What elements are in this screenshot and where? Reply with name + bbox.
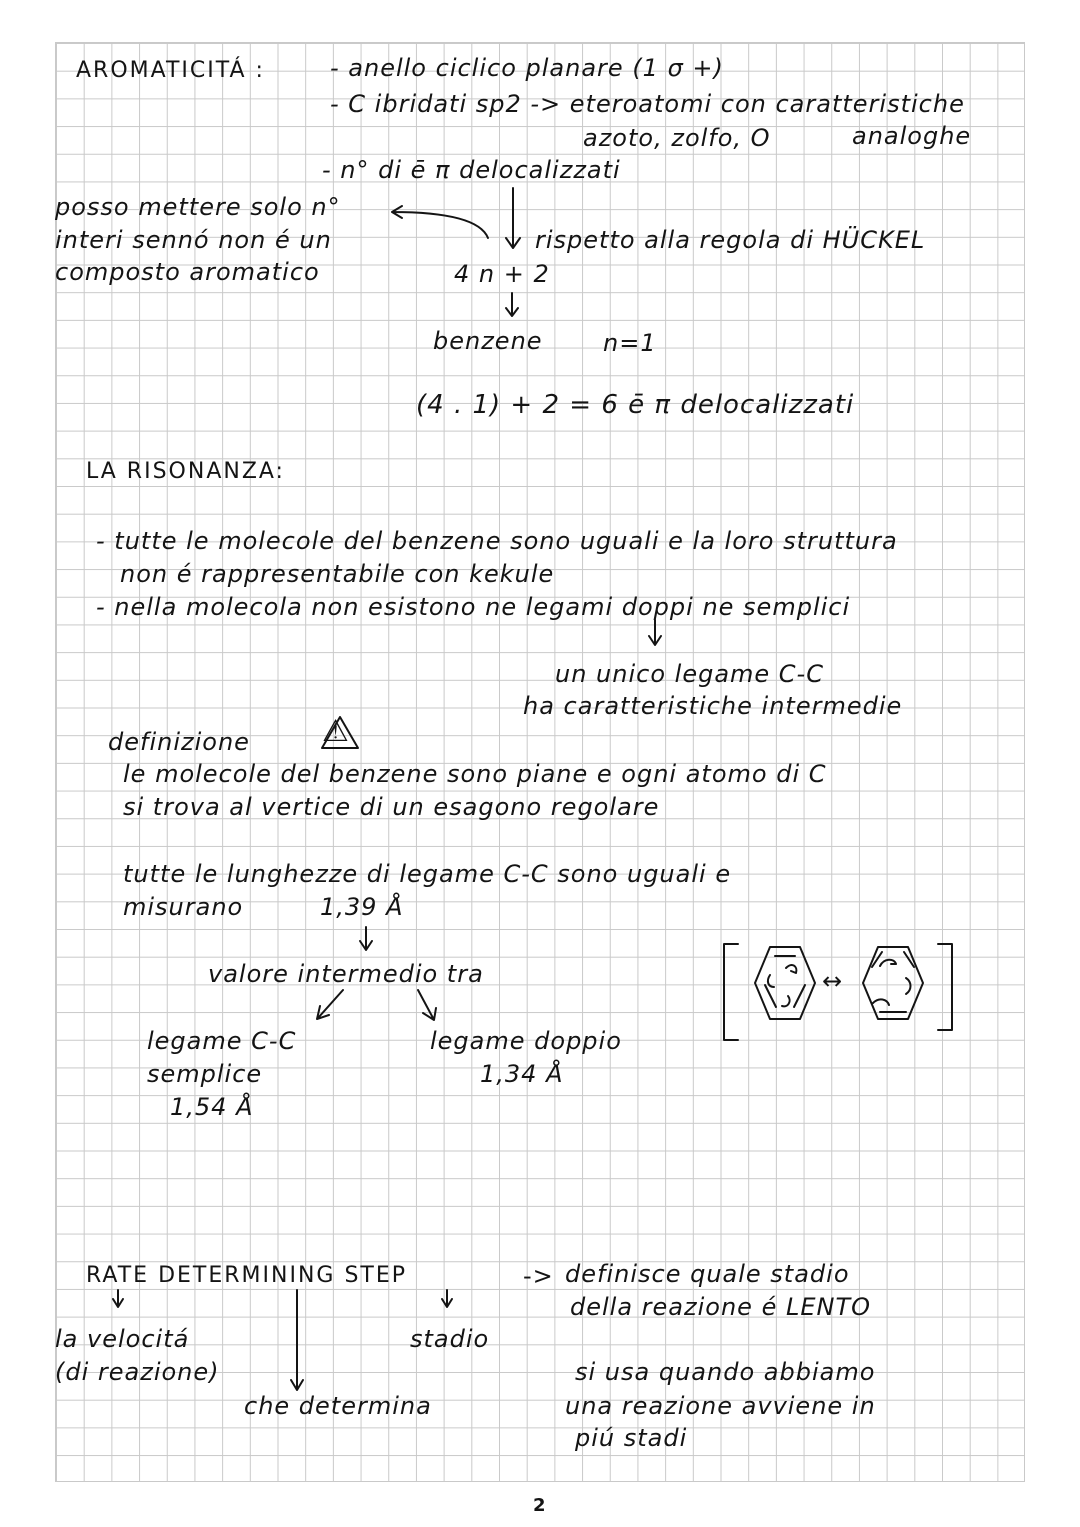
definition-label: definizione [108,728,250,756]
aromaticity-point-3: - n° di ē π delocalizzati [322,156,621,184]
aromaticity-point-2: - C ibridati sp2 -> eteroatomi con caratteristiche [330,90,965,118]
rds-arrow: -> [523,1262,554,1290]
huckel-formula: 4 n + 2 [454,260,550,288]
stage-label: stadio [410,1325,490,1353]
side-note-line-2: interi sennó non é un [55,226,332,254]
resonance-arrow: ↔ [822,967,844,995]
rds-definition-line-2: della reazione é LENTO [570,1293,871,1321]
resonance-heading: LA RISONANZA: [86,459,285,484]
rate-label-line-2: (di reazione) [55,1358,220,1386]
n-value: n=1 [603,329,657,357]
side-note-line-3: composto aromatico [55,258,320,286]
rds-definition-line-1: definisce quale stadio [565,1260,850,1288]
huckel-rule: rispetto alla regola di HÜCKEL [535,226,926,254]
determines-label: che determina [244,1392,432,1420]
single-bond-length: 1,54 Å [170,1093,254,1121]
warning-icon: ⚠ [322,714,350,749]
resonance-line-2: non é rappresentabile con kekule [120,560,555,588]
huckel-calculation: (4 . 1) + 2 = 6 ē π delocalizzati [416,390,855,420]
single-cc-bond-line-1: un unico legame C-C [555,660,824,688]
aromaticity-heading: AROMATICITÁ : [76,58,265,83]
aromaticity-point-1: - anello ciclico planare (1 σ +) [330,54,724,82]
bond-lengths-line-1: tutte le lunghezze di legame C-C sono uguali e [123,860,732,888]
resonance-line-3: - nella molecola non esistono ne legami doppi ne semplici [96,593,851,621]
side-note-line-1: posso mettere solo n° [55,193,341,221]
double-bond-length: 1,34 Å [480,1060,564,1088]
usage-line-1: si usa quando abbiamo [575,1358,876,1386]
resonance-line-1: - tutte le molecole del benzene sono uguali e la loro struttura [96,527,898,555]
bond-lengths-line-2: misurano [123,893,244,921]
single-cc-bond-line-2: ha caratteristiche intermedie [523,692,903,720]
usage-line-3: piú stadi [575,1424,688,1452]
benzene-label: benzene [433,327,543,355]
definition-line-1: le molecole del benzene sono piane e ogni atomo di C [123,760,827,788]
page-number: 2 [533,1495,547,1516]
intermediate-value-label: valore intermedio tra [208,960,484,988]
usage-line-2: una reazione avviene in [565,1392,876,1420]
rate-label-line-1: la velocitá [55,1325,190,1353]
single-bond-label-line-1: legame C-C [147,1027,297,1055]
single-bond-label-line-2: semplice [147,1060,263,1088]
analogous-note: analoghe [852,122,972,150]
double-bond-label: legame doppio [430,1027,622,1055]
heteroatoms-note: azoto, zolfo, O [583,124,771,152]
definition-line-2: si trova al vertice di un esagono regolare [123,793,660,821]
bond-length-value: 1,39 Å [320,893,404,921]
rds-heading: RATE DETERMINING STEP [86,1263,408,1288]
